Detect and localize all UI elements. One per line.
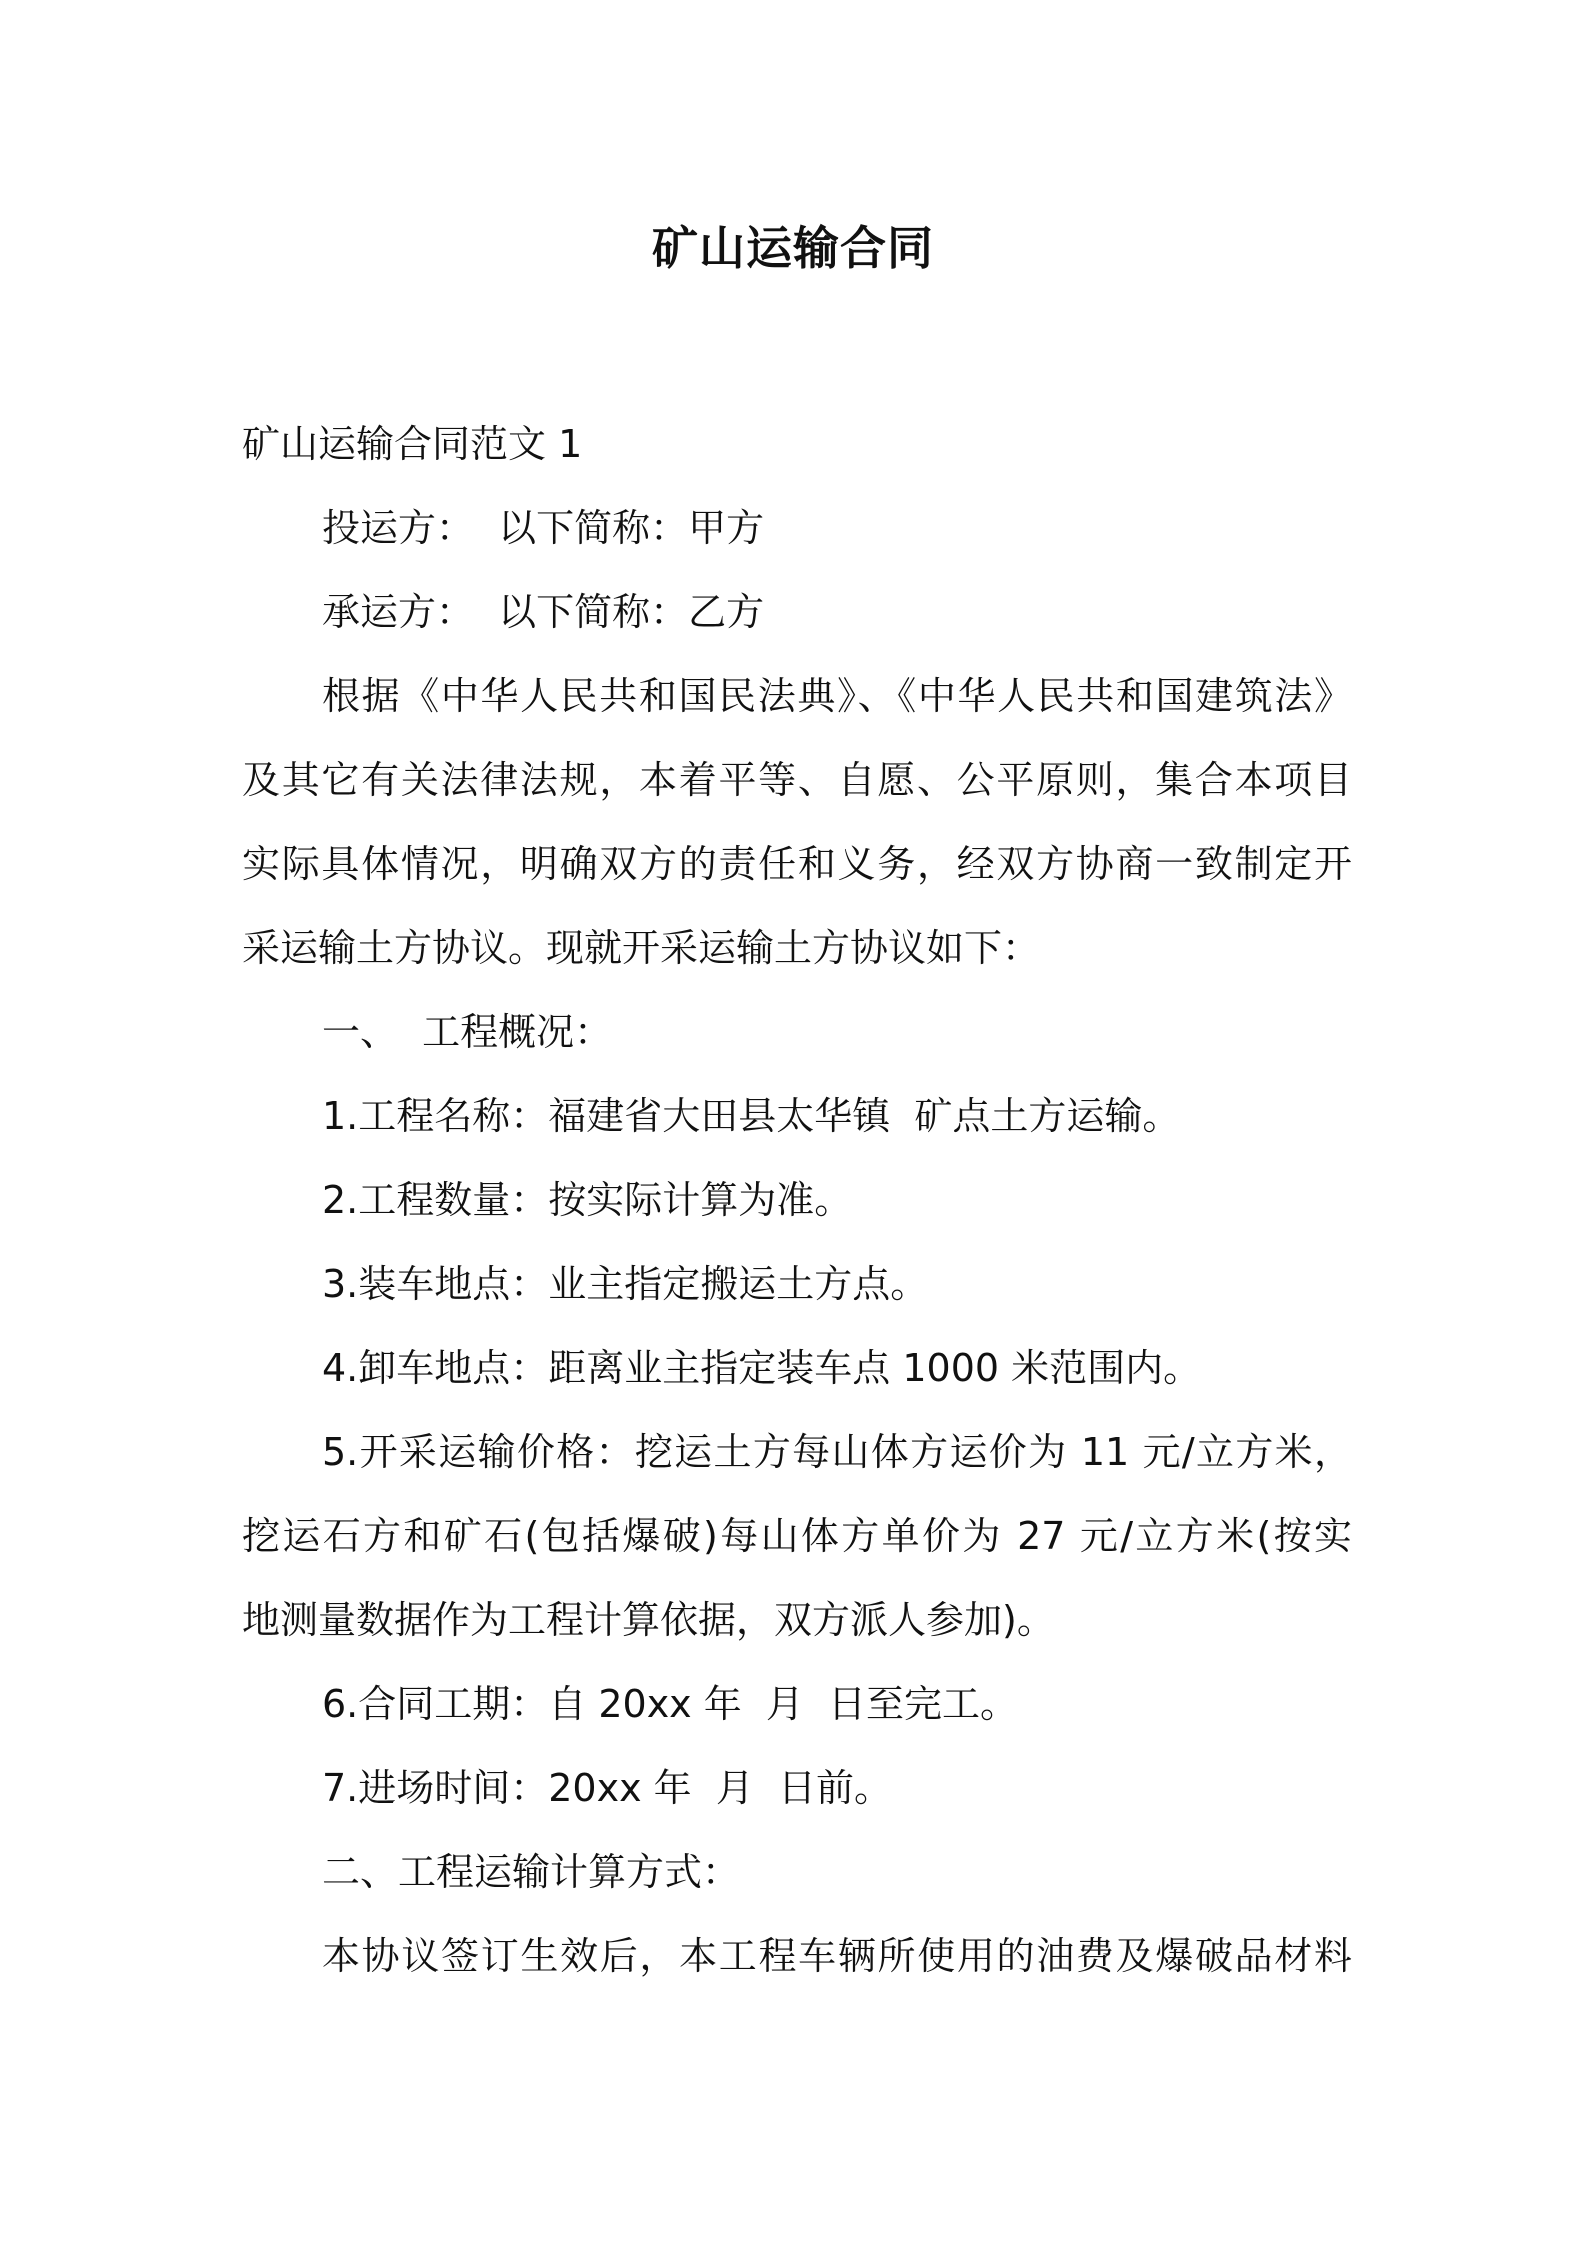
section-heading: 矿山运输合同范文 1 bbox=[242, 422, 583, 466]
paragraph-line: 地测量数据作为工程计算依据，双方派人参加)。 bbox=[242, 1598, 1055, 1642]
party-a-line: 投运方： 以下简称：甲方 bbox=[322, 506, 765, 550]
paragraph-line: 本协议签订生效后，本工程车辆所使用的油费及爆破品材料 bbox=[322, 1934, 1352, 1978]
clause-item: 4.卸车地点：距离业主指定装车点 1000 米范围内。 bbox=[322, 1346, 1202, 1390]
clause-item: 3.装车地点：业主指定搬运土方点。 bbox=[322, 1262, 929, 1306]
paragraph-line: 挖运石方和矿石(包括爆破)每山体方单价为 27 元/立方米(按实 bbox=[242, 1514, 1352, 1558]
clause-item: 1.工程名称：福建省大田县太华镇 矿点土方运输。 bbox=[322, 1094, 1181, 1138]
paragraph-line: 实际具体情况，明确双方的责任和义务，经双方协商一致制定开 bbox=[242, 842, 1352, 886]
clause-item: 7.进场时间：20xx 年 月 日前。 bbox=[322, 1766, 892, 1810]
paragraph-line: 及其它有关法律法规，本着平等、自愿、公平原则，集合本项目 bbox=[242, 758, 1352, 802]
clause-heading: 一、 工程概况： bbox=[322, 1010, 613, 1054]
paragraph-line: 根据《中华人民共和国民法典》、《中华人民共和国建筑法》 bbox=[322, 674, 1352, 718]
paragraph-line: 采运输土方协议。现就开采运输土方协议如下： bbox=[242, 926, 1041, 970]
document-title: 矿山运输合同 bbox=[652, 221, 934, 275]
clause-item: 2.工程数量：按实际计算为准。 bbox=[322, 1178, 853, 1222]
party-b-line: 承运方： 以下简称：乙方 bbox=[322, 590, 765, 634]
clause-item: 6.合同工期：自 20xx 年 月 日至完工。 bbox=[322, 1682, 1019, 1726]
document-body bbox=[242, 402, 1352, 1998]
clause-heading: 二、工程运输计算方式： bbox=[322, 1850, 741, 1894]
clause-item: 5.开采运输价格：挖运土方每山体方运价为 11 元/立方米， bbox=[322, 1430, 1352, 1474]
